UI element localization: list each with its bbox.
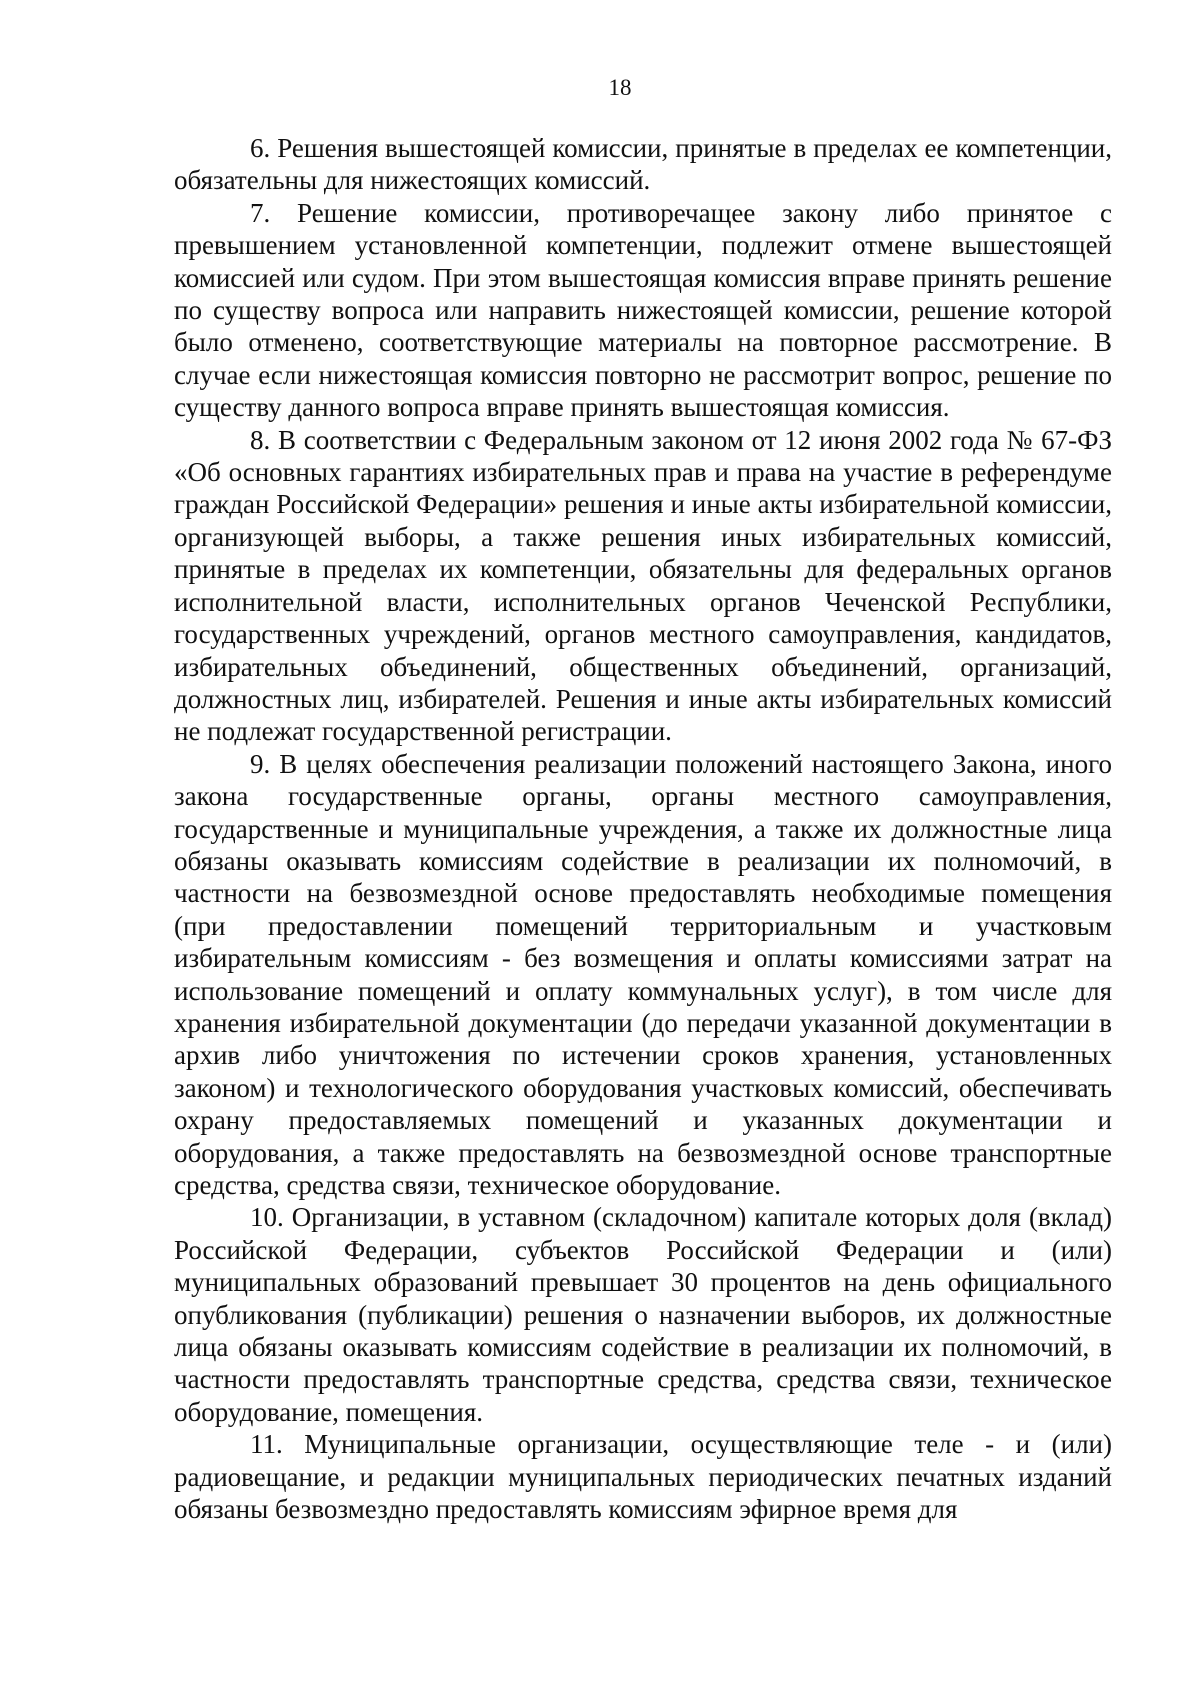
paragraph-6: 6. Решения вышестоящей комиссии, принятые в пределах ее компетенции, обязательны для нижестоящих комиссий.	[174, 133, 1112, 196]
paragraph-7: 7. Решение комиссии, противоречащее закону либо принятое с превышением установленной компетенции, подлежит отмене вышестоящей комиссией или судом. При этом вышестоящая комиссия вправе принять решение по существу вопроса или направить нижестоящей комиссии, решение которой было отменено, соответствующие материалы на повторное рассмотрение. В случае если нижестоящая комиссия повторно не рассмотрит вопрос, решение по существу данного вопроса вправе принять вышестоящая комиссия.	[174, 197, 1112, 423]
paragraph-8: 8. В соответствии с Федеральным законом от 12 июня 2002 года № 67-ФЗ «Об основных гарантиях избирательных прав и права на участие в референдуме граждан Российской Федерации» решения и иные акты избирательной комиссии, организующей выборы, а также решения иных избирательных комиссий, принятые в пределах их компетенции, обязательны для федеральных органов исполнительной власти, исполнительных органов Чеченской Республики, государственных учреждений, органов местного самоуправления, кандидатов, избирательных объединений, общественных объединений, организаций, должностных лиц, избирателей. Решения и иные акты избирательных комиссий не подлежат государственной регистрации.	[174, 424, 1112, 747]
paragraph-11: 11. Муниципальные организации, осуществляющие теле - и (или) радиовещание, и редакции муниципальных периодических печатных изданий обязаны безвозмездно предоставлять комиссиям эфирное время для	[174, 1429, 1112, 1525]
page-number: 18	[608, 75, 632, 100]
document-body	[174, 132, 1112, 1525]
paragraph-10: 10. Организации, в уставном (складочном) капитале которых доля (вклад) Российской Федерации, субъектов Российской Федерации и (или) муниципальных образований превышает 30 процентов на день официального опубликования (публикации) решения о назначении выборов, их должностные лица обязаны оказывать комиссиям содействие в реализации их полномочий, в частности предоставлять транспортные средства, средства связи, техническое оборудование, помещения.	[174, 1202, 1112, 1427]
paragraph-9: 9. В целях обеспечения реализации положений настоящего Закона, иного закона государственные органы, органы местного самоуправления, государственные и муниципальные учреждения, а также их должностные лица обязаны оказывать комиссиям содействие в реализации их полномочий, в частности на безвозмездной основе предоставлять необходимые помещения (при предоставлении помещений территориальным и участковым избирательным комиссиям - без возмещения и оплаты комиссиями затрат на использование помещений и оплату коммунальных услуг), в том числе для хранения избирательной документации (до передачи указанной документации в архив либо уничтожения по истечении сроков хранения, установленных законом) и технологического оборудования участковых комиссий, обеспечивать охрану предоставляемых помещений и указанных документации и оборудования, а также предоставлять на безвозмездной основе транспортные средства, средства связи, техническое оборудование.	[174, 748, 1112, 1200]
